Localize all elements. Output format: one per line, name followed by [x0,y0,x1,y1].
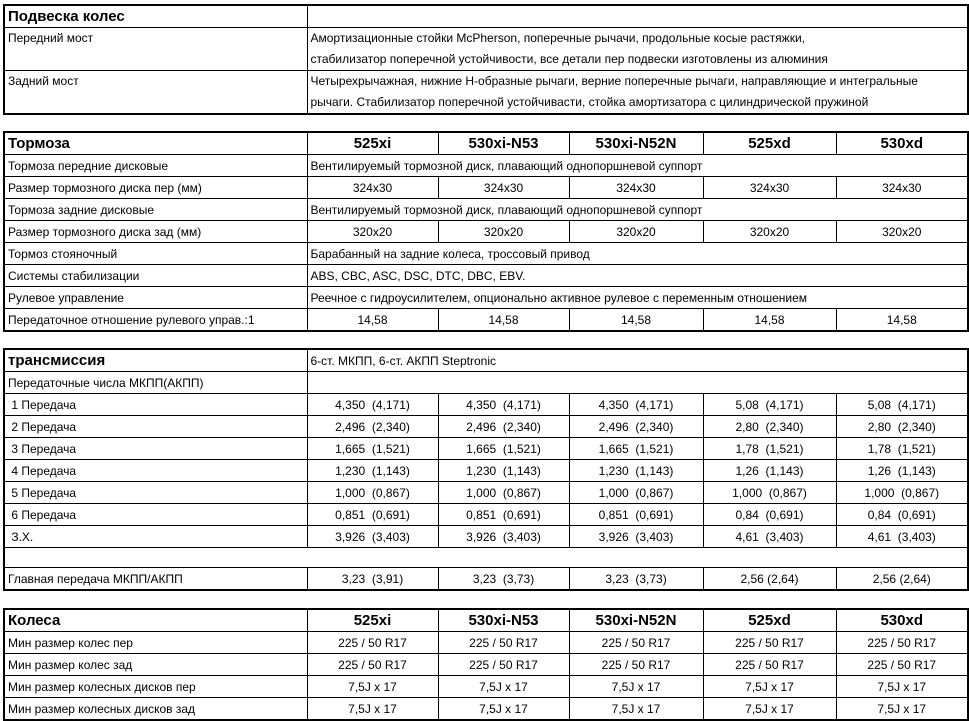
cell: 7,5J x 17 [836,676,968,698]
cell: 7,5J x 17 [307,698,438,721]
model-header: 525xi [307,609,438,632]
table-row [4,287,968,309]
table-row [4,482,968,504]
cell: 7,5J x 17 [569,698,703,721]
cell: 14,58 [438,309,569,332]
table-row [4,155,968,177]
empty-cell [4,548,968,568]
suspension-header-empty [307,5,968,28]
cell: 3,23 (3,73) [438,568,569,591]
model-header: 530xi-N53 [438,132,569,155]
cell: 5,08 (4,171) [703,394,836,416]
cell: 320x20 [569,221,703,243]
row-label: Тормоза передние дисковые [4,155,307,177]
cell: 225 / 50 R17 [703,654,836,676]
row-value: ABS, CBC, ASC, DSC, DTC, DBC, EBV. [307,265,968,287]
transmission-summary: 6-ст. МКПП, 6-ст. АКПП Steptronic [307,349,968,372]
cell: 0,84 (0,691) [703,504,836,526]
cell: 4,61 (3,403) [836,526,968,548]
row-label: Мин размер колес пер [4,632,307,654]
value-line: Амортизационные стойки McPherson, поперечные рычачи, продольные косые растяжки, [310,31,805,45]
cell: 320x20 [703,221,836,243]
cell: 324x30 [438,177,569,199]
cell: 14,58 [703,309,836,332]
cell: 7,5J x 17 [703,676,836,698]
transmission-title: трансмиссия [4,349,307,372]
row-label: Передаточное отношение рулевого управ.:1 [4,309,307,332]
cell: 1,78 (1,521) [703,438,836,460]
table-row [4,28,968,71]
cell: 4,61 (3,403) [703,526,836,548]
cell: 2,496 (2,340) [438,416,569,438]
table-row [4,372,968,394]
cell: 1,000 (0,867) [307,482,438,504]
table-row [4,438,968,460]
cell: 225 / 50 R17 [569,654,703,676]
table-row [4,416,968,438]
cell: 320x20 [438,221,569,243]
row-value: Вентилируемый тормозной диск, плавающий однопоршневой суппорт [307,199,968,221]
cell: 1,665 (1,521) [307,438,438,460]
row-value: Вентилируемый тормозной диск, плавающий однопоршневой суппорт [307,155,968,177]
table-row [4,221,968,243]
cell: 225 / 50 R17 [703,632,836,654]
cell: 1,26 (1,143) [703,460,836,482]
cell: 324x30 [836,177,968,199]
cell: 3,926 (3,403) [569,526,703,548]
row-label: Передаточные числа МКПП(АКПП) [4,372,307,394]
table-row [4,177,968,199]
table-row [4,243,968,265]
cell: 2,80 (2,340) [703,416,836,438]
cell: 1,000 (0,867) [569,482,703,504]
cell: 225 / 50 R17 [836,632,968,654]
cell: 3,23 (3,91) [307,568,438,591]
row-label: Рулевое управление [4,287,307,309]
wheels-title: Колеса [4,609,307,632]
table-row [4,199,968,221]
cell: 320x20 [307,221,438,243]
cell: 4,350 (4,171) [569,394,703,416]
row-label: 3 Передача [4,438,307,460]
cell: 7,5J x 17 [438,676,569,698]
table-row [4,676,968,698]
cell: 1,665 (1,521) [438,438,569,460]
row-label: Мин размер колесных дисков пер [4,676,307,698]
cell: 225 / 50 R17 [307,654,438,676]
value-line: Четырехрычажная, нижние H-образные рычаги, верние поперечные рычаги, направляющие и интегральные [310,74,918,88]
cell: 2,56 (2,64) [836,568,968,591]
model-header: 525xd [703,132,836,155]
table-row [4,71,968,115]
cell: 324x30 [703,177,836,199]
cell: 1,000 (0,867) [836,482,968,504]
model-header: 530xd [836,609,968,632]
cell: 2,496 (2,340) [569,416,703,438]
wheels-table [3,608,969,721]
cell: 225 / 50 R17 [569,632,703,654]
brakes-table [3,131,969,332]
table-row [4,309,968,332]
table-row [4,504,968,526]
row-label: Задний мост [4,71,307,115]
cell: 225 / 50 R17 [307,632,438,654]
brakes-title: Тормоза [4,132,307,155]
spacer-row [4,548,968,568]
table-row [4,265,968,287]
cell: 3,926 (3,403) [438,526,569,548]
cell: 7,5J x 17 [836,698,968,721]
cell: 3,926 (3,403) [307,526,438,548]
transmission-table [3,348,969,591]
row-label: Системы стабилизации [4,265,307,287]
transmission-header-row [4,349,968,372]
suspension-table [3,4,969,115]
row-label: Передний мост [4,28,307,71]
cell: 14,58 [569,309,703,332]
row-label: Размер тормозного диска пер (мм) [4,177,307,199]
cell: 1,000 (0,867) [703,482,836,504]
cell: 2,56 (2,64) [703,568,836,591]
row-label: 2 Передача [4,416,307,438]
table-row [4,698,968,721]
suspension-header-row [4,5,968,28]
model-header: 530xi-N52N [569,609,703,632]
cell: 225 / 50 R17 [438,654,569,676]
model-header: 525xd [703,609,836,632]
cell: 7,5J x 17 [703,698,836,721]
model-header: 530xi-N52N [569,132,703,155]
row-label: 4 Передача [4,460,307,482]
row-label: З.Х. [4,526,307,548]
cell: 4,350 (4,171) [438,394,569,416]
row-label: Размер тормозного диска зад (мм) [4,221,307,243]
cell: 324x30 [569,177,703,199]
table-row [4,654,968,676]
row-label: Главная передача МКПП/АКПП [4,568,307,591]
model-header: 530xi-N53 [438,609,569,632]
row-value: Барабанный на задние колеса, троссовый привод [307,243,968,265]
cell: 1,665 (1,521) [569,438,703,460]
cell: 0,851 (0,691) [307,504,438,526]
cell: 4,350 (4,171) [307,394,438,416]
value-line: рычаги. Стабилизатор поперечной устойчивасти, стойка амортизатора с цилиндрической пружиной [310,95,869,109]
cell: 0,851 (0,691) [569,504,703,526]
brakes-header-row [4,132,968,155]
cell: 3,23 (3,73) [569,568,703,591]
row-value [307,28,968,71]
row-label: Тормоза задние дисковые [4,199,307,221]
table-row [4,526,968,548]
model-header: 525xi [307,132,438,155]
row-value: Реечное с гидроусилителем, опционально активное рулевое с переменным отношением [307,287,968,309]
suspension-title: Подвеска колес [4,5,307,28]
cell: 1,230 (1,143) [307,460,438,482]
row-label: Мин размер колесных дисков зад [4,698,307,721]
cell: 1,230 (1,143) [438,460,569,482]
cell: 225 / 50 R17 [438,632,569,654]
cell: 225 / 50 R17 [836,654,968,676]
table-row [4,394,968,416]
table-row [4,632,968,654]
row-label: Тормоз стояночный [4,243,307,265]
cell: 2,496 (2,340) [307,416,438,438]
row-label: 1 Передача [4,394,307,416]
cell: 320x20 [836,221,968,243]
row-label: Мин размер колес зад [4,654,307,676]
cell: 324x30 [307,177,438,199]
cell: 2,80 (2,340) [836,416,968,438]
cell: 7,5J x 17 [307,676,438,698]
cell: 0,84 (0,691) [836,504,968,526]
model-header: 530xd [836,132,968,155]
row-value [307,71,968,115]
wheels-header-row [4,609,968,632]
table-row [4,460,968,482]
cell: 7,5J x 17 [438,698,569,721]
cell: 14,58 [307,309,438,332]
row-label: 6 Передача [4,504,307,526]
cell: 0,851 (0,691) [438,504,569,526]
cell: 7,5J x 17 [569,676,703,698]
cell: 1,78 (1,521) [836,438,968,460]
cell: 1,26 (1,143) [836,460,968,482]
table-row [4,568,968,591]
cell: 14,58 [836,309,968,332]
row-value-empty [307,372,968,394]
cell: 1,230 (1,143) [569,460,703,482]
row-label: 5 Передача [4,482,307,504]
cell: 1,000 (0,867) [438,482,569,504]
cell: 5,08 (4,171) [836,394,968,416]
value-line: стабилизатор поперечной устойчивости, все детали пер подвески изготовлены из алюминия [310,52,828,66]
